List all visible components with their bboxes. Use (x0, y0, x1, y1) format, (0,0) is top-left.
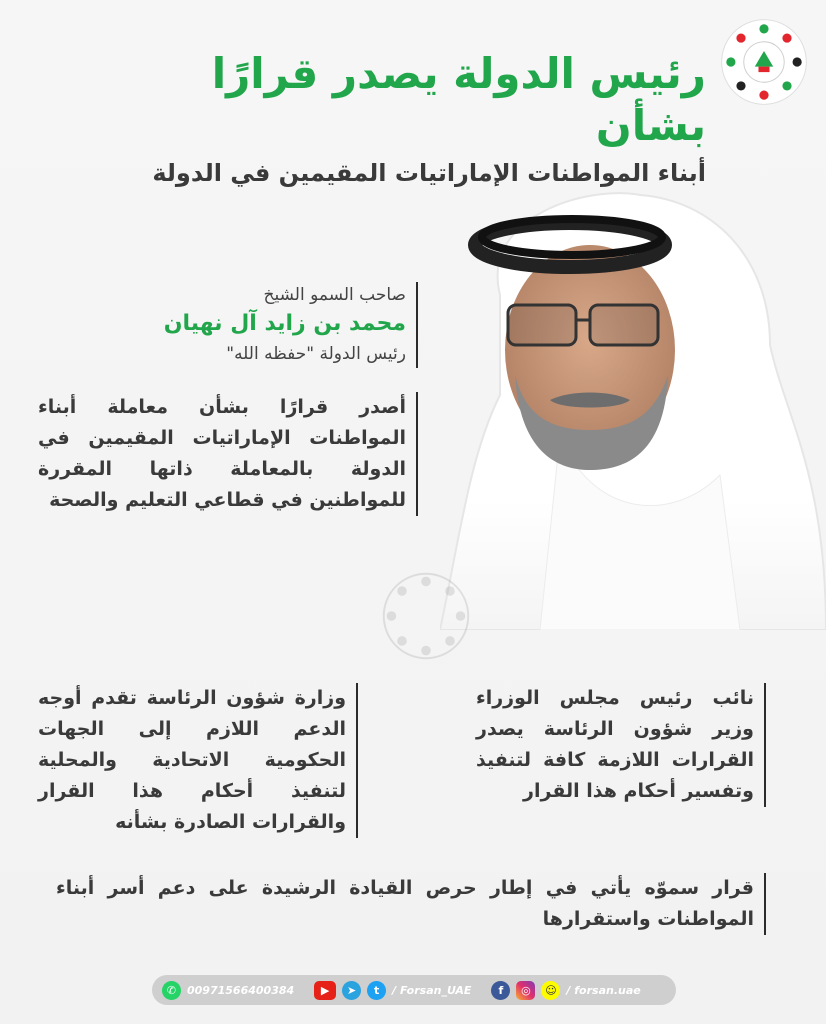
lead-block (38, 282, 418, 368)
honorific-text: صاحب السمو الشيخ (263, 285, 406, 305)
watermark-logo-icon (378, 568, 474, 664)
deputy-paragraph: نائب رئيس مجلس الوزراء وزير شؤون الرئاسة يصدر القرارات اللازمة كافة لتنفيذ وتفسير أحكام هذا القرار (476, 683, 766, 807)
decree-paragraph: أصدر قرارًا بشأن معاملة أبناء المواطنات الإماراتيات المقيمين في الدولة بالمعاملة ذاتها المقررة للمواطنين في قطاعي التعليم والصحة (38, 392, 418, 516)
phone-number[interactable]: 00971566400384 (187, 983, 295, 997)
telegram-icon[interactable]: ➤ (342, 981, 361, 1000)
leader-name: محمد بن زايد آل نهيان (163, 311, 406, 336)
snapchat-icon[interactable]: ☺ (541, 981, 560, 1000)
page-subtitle: أبناء المواطنات الإماراتيات المقيمين في الدولة (152, 159, 706, 187)
handle-forsan-uae[interactable]: / Forsan_UAE (392, 983, 472, 997)
whatsapp-icon[interactable]: ✆ (162, 981, 181, 1000)
closing-paragraph: قرار سموّه يأتي في إطار حرص القيادة الرشيدة على دعم أسر أبناء المواطنات واستقرارها (56, 873, 766, 935)
portrait-image (440, 175, 826, 630)
youtube-icon[interactable]: ▶ (314, 981, 336, 1000)
facebook-icon[interactable]: f (491, 981, 510, 1000)
instagram-icon[interactable]: ◎ (516, 981, 535, 1000)
ministry-paragraph: وزارة شؤون الرئاسة تقدم أوجه الدعم اللازم إلى الجهات الحكومية الاتحادية والمحلية لتنفيذ أحكام هذا القرار والقرارات الصادرة بشأنه (38, 683, 358, 838)
twitter-icon[interactable]: t (367, 981, 386, 1000)
forsan-logo-icon (718, 16, 810, 108)
headline (146, 48, 706, 190)
handle-forsan-dot-uae[interactable]: / forsan.uae (566, 983, 641, 997)
leader-role: رئيس الدولة "حفظه الله" (226, 344, 406, 364)
social-footer (152, 975, 676, 1005)
page-title: رئيس الدولة يصدر قرارًا بشأن (211, 49, 706, 150)
